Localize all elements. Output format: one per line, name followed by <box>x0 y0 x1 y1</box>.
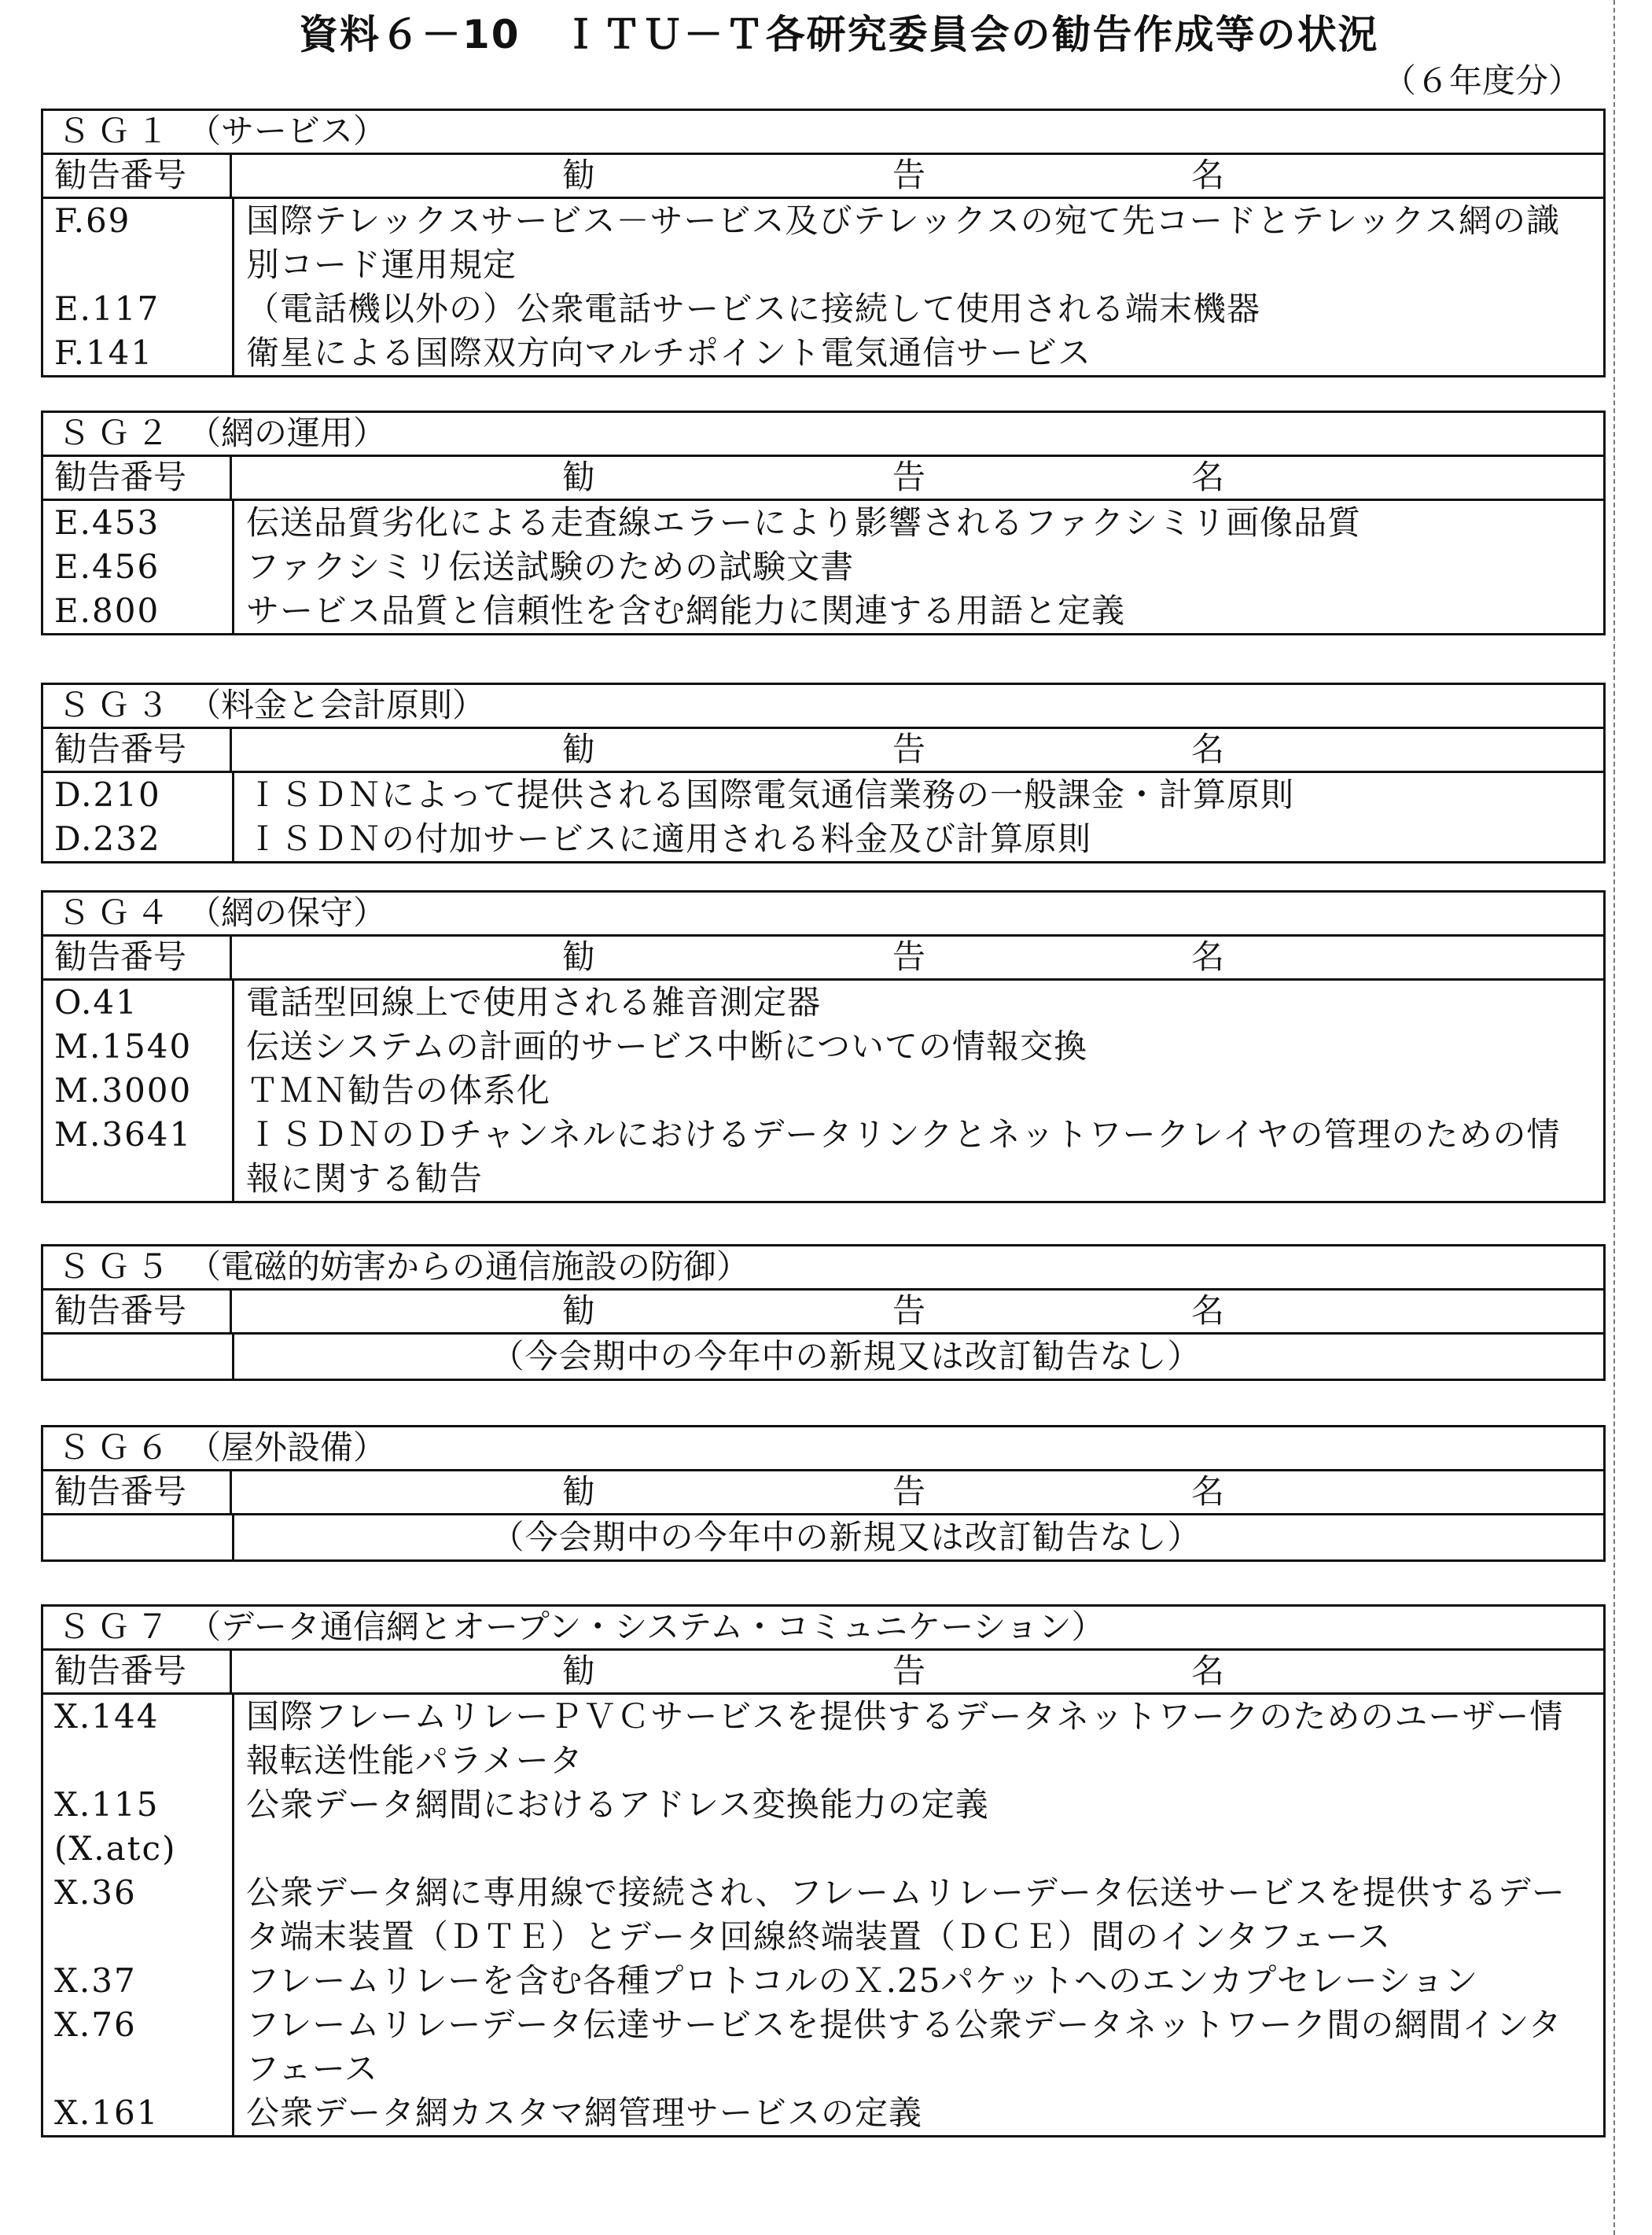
study-group-code: ＳＧ３ <box>57 686 176 724</box>
study-group-header <box>43 1607 1603 1651</box>
study-group-name: （データ通信網とオープン・システム・コミュニケーション） <box>188 1607 1105 1646</box>
table-row <box>43 545 1603 589</box>
recommendation-number: X.36 <box>54 1873 137 1912</box>
recommendation-number: X.161 <box>54 2093 160 2132</box>
table-row <box>43 199 1603 287</box>
recommendation-title: 電話型回線上で使用される雑音測定器 <box>246 983 822 1022</box>
study-group-code: ＳＧ１ <box>57 112 176 150</box>
recommendation-number: M.3000 <box>54 1071 193 1110</box>
study-group-name: （網の運用） <box>188 414 387 452</box>
column-header-number: 勧告番号 <box>43 1291 232 1332</box>
study-group-code: ＳＧ７ <box>57 1607 176 1646</box>
recommendation-title: ファクシミリ伝送試験のための試験文書 <box>246 547 855 586</box>
study-group-code: ＳＧ４ <box>57 893 176 932</box>
column-header-number: 勧告番号 <box>43 729 232 771</box>
column-header-name-char: 勧 <box>562 1472 596 1511</box>
column-header-name-char: 告 <box>892 1291 926 1330</box>
recommendation-title: ＩＳＤＮのＤチャンネルにおけるデータリンクとネットワークレイヤの管理のための情報に関する勧告 <box>246 1115 1561 1198</box>
column-header-name-char: 勧 <box>562 458 596 496</box>
recommendation-number: M.3641 <box>54 1115 193 1154</box>
column-header-name-char: 勧 <box>562 937 596 976</box>
recommendation-title: 公衆データ網カスタマ網管理サービスの定義 <box>246 2093 923 2132</box>
column-header-name-char: 名 <box>1191 1651 1225 1690</box>
table-row <box>43 1695 1603 1783</box>
recommendation-number: X.76 <box>54 2005 137 2044</box>
recommendation-number: E.453 <box>54 503 160 542</box>
recommendation-title: 公衆データ網に専用線で接続され、フレームリレーデータ伝送サービスを提供するデータ端末装置（ＤＴＥ）とデータ回線終端装置（ＤＣＥ）間のインタフェース <box>246 1873 1566 1956</box>
recommendation-title: フレームリレーを含む各種プロトコルのＸ.25パケットへのエンカプセレーション <box>246 1961 1479 2000</box>
recommendation-rows <box>43 1515 1603 1559</box>
recommendation-rows <box>43 1335 1603 1379</box>
column-header-name <box>232 1471 1603 1513</box>
recommendation-title: （今会期中の今年中の新規又は改訂勧告なし） <box>491 1337 1201 1375</box>
recommendation-rows <box>43 501 1603 633</box>
recommendation-number: X.115 (X.atc) <box>54 1785 177 1868</box>
column-header-name <box>232 1651 1603 1692</box>
column-header-name-char: 告 <box>892 730 926 768</box>
column-header-name-char: 名 <box>1191 156 1225 194</box>
recommendation-number <box>43 1515 232 1559</box>
recommendation-number: F.141 <box>54 333 154 372</box>
column-header-name-char: 告 <box>892 1651 926 1690</box>
table-row <box>43 331 1603 375</box>
study-group-code: ＳＧ５ <box>57 1247 176 1286</box>
study-group-header <box>43 685 1603 729</box>
study-group-code: ＳＧ６ <box>57 1428 176 1467</box>
recommendation-rows <box>43 1695 1603 2135</box>
column-header-name-char: 告 <box>892 937 926 976</box>
recommendation-number: D.232 <box>54 819 161 858</box>
page-title: 資料６－10 ＩＴＵ－Ｔ各研究委員会の勧告作成等の状況 <box>299 12 1379 57</box>
study-group-table <box>41 109 1606 377</box>
table-row <box>43 1335 1603 1379</box>
recommendation-title: ＴＭＮ勧告の体系化 <box>246 1071 551 1110</box>
column-header-name <box>232 1291 1603 1332</box>
recommendation-rows <box>43 773 1603 861</box>
recommendation-number: D.210 <box>54 775 161 814</box>
recommendation-number: X.144 <box>54 1697 160 1736</box>
recommendation-number: M.1540 <box>54 1027 193 1066</box>
column-header-name <box>232 155 1603 197</box>
study-group-table <box>41 411 1606 635</box>
recommendation-title: （今会期中の今年中の新規又は改訂勧告なし） <box>491 1518 1201 1556</box>
column-header-name-char: 勧 <box>562 730 596 768</box>
study-group-table <box>41 683 1606 863</box>
study-group-name: （サービス） <box>188 112 387 150</box>
recommendation-title: ＩＳＤＮの付加サービスに適用される料金及び計算原則 <box>246 819 1092 858</box>
recommendation-title: 伝送品質劣化による走査線エラーにより影響されるファクシミリ画像品質 <box>246 503 1362 542</box>
column-header-row <box>43 1291 1603 1335</box>
table-row <box>43 589 1603 633</box>
table-row <box>43 1783 1603 1871</box>
recommendation-rows <box>43 199 1603 375</box>
study-group-header <box>43 413 1603 457</box>
column-header-name-char: 名 <box>1191 458 1225 496</box>
table-row <box>43 2003 1603 2091</box>
fiscal-year-label: （６年度分） <box>1382 61 1581 100</box>
study-group-name: （網の保守） <box>188 893 387 932</box>
recommendation-number: F.69 <box>54 201 131 240</box>
study-group-header <box>43 893 1603 937</box>
table-row <box>43 1113 1603 1201</box>
study-group-name: （料金と会計原則） <box>188 686 486 724</box>
table-row <box>43 501 1603 545</box>
recommendation-rows <box>43 981 1603 1201</box>
column-header-row <box>43 729 1603 773</box>
study-group-header <box>43 111 1603 155</box>
column-header-name-char: 告 <box>892 1472 926 1511</box>
recommendation-title: （電話機以外の）公衆電話サービスに接続して使用される端末機器 <box>246 289 1261 328</box>
recommendation-title: 国際フレームリレーＰＶＣサービスを提供するデータネットワークのためのユーザー情報転送性能パラメータ <box>246 1697 1564 1780</box>
column-header-name-char: 告 <box>892 458 926 496</box>
column-header-number: 勧告番号 <box>43 457 232 499</box>
table-row <box>43 2091 1603 2135</box>
recommendation-title: 公衆データ網間におけるアドレス変換能力の定義 <box>246 1785 989 1824</box>
recommendation-title: サービス品質と信頼性を含む網能力に関連する用語と定義 <box>246 591 1126 630</box>
study-group-table <box>41 1425 1606 1562</box>
column-header-name <box>232 457 1603 499</box>
column-header-name-char: 名 <box>1191 1291 1225 1330</box>
column-header-name-char: 勧 <box>562 1291 596 1330</box>
study-group-name: （電磁的妨害からの通信施設の防御） <box>188 1247 750 1286</box>
column-header-name-char: 告 <box>892 156 926 194</box>
table-row <box>43 773 1603 817</box>
study-group-header <box>43 1427 1603 1471</box>
column-header-number: 勧告番号 <box>43 937 232 978</box>
table-row <box>43 1025 1603 1069</box>
recommendation-number: O.41 <box>54 983 138 1022</box>
recommendation-number: E.800 <box>54 591 160 630</box>
column-header-number: 勧告番号 <box>43 1471 232 1513</box>
recommendation-number: E.456 <box>54 547 160 586</box>
recommendation-number: E.117 <box>54 289 160 328</box>
study-group-header <box>43 1246 1603 1291</box>
page-margin-rule <box>1613 0 1615 2235</box>
column-header-name-char: 勧 <box>562 1651 596 1690</box>
table-row <box>43 1959 1603 2003</box>
recommendation-title: 国際テレックスサービス－サービス及びテレックスの宛て先コードとテレックス網の識別コード運用規定 <box>246 201 1561 284</box>
column-header-row <box>43 1651 1603 1695</box>
study-group-code: ＳＧ２ <box>57 414 176 452</box>
table-row <box>43 817 1603 861</box>
recommendation-title: 伝送システムの計画的サービス中断についての情報交換 <box>246 1027 1087 1066</box>
column-header-name-char: 名 <box>1191 937 1225 976</box>
study-group-table <box>41 890 1606 1203</box>
study-group-name: （屋外設備） <box>188 1428 387 1467</box>
column-header-number: 勧告番号 <box>43 1651 232 1692</box>
table-row <box>43 1069 1603 1113</box>
study-group-table <box>41 1604 1606 2137</box>
column-header-name-char: 名 <box>1191 730 1225 768</box>
recommendation-title: フレームリレーデータ伝達サービスを提供する公衆データネットワーク間の網間インタフェース <box>246 2005 1562 2088</box>
recommendation-number: X.37 <box>54 1961 137 2000</box>
table-row <box>43 981 1603 1025</box>
study-group-table <box>41 1244 1606 1381</box>
column-header-row <box>43 937 1603 981</box>
column-header-name <box>232 937 1603 978</box>
column-header-row <box>43 457 1603 501</box>
table-row <box>43 1515 1603 1559</box>
table-row <box>43 1871 1603 1959</box>
column-header-name <box>232 729 1603 771</box>
column-header-row <box>43 155 1603 199</box>
recommendation-title: 衛星による国際双方向マルチポイント電気通信サービス <box>246 333 1092 372</box>
recommendation-number <box>43 1335 232 1379</box>
column-header-name-char: 勧 <box>562 156 596 194</box>
table-row <box>43 287 1603 331</box>
column-header-name-char: 名 <box>1191 1472 1225 1511</box>
recommendation-title: ＩＳＤＮによって提供される国際電気通信業務の一般課金・計算原則 <box>246 775 1295 814</box>
column-header-number: 勧告番号 <box>43 155 232 197</box>
column-header-row <box>43 1471 1603 1515</box>
